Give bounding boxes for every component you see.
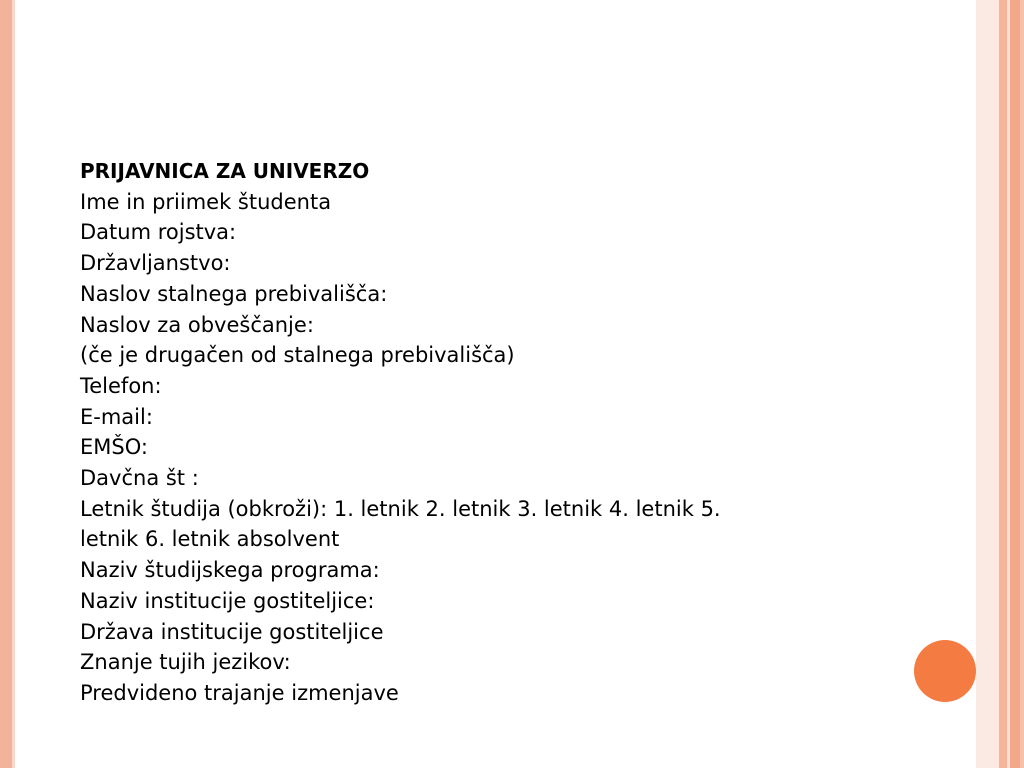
field-permanent-address: Naslov stalnega prebivališča:: [80, 281, 388, 306]
field-foreign-languages: Znanje tujih jezikov:: [80, 650, 291, 675]
field-notification-address: Naslov za obveščanje:: [80, 312, 314, 337]
form-title: PRIJAVNICA ZA UNIVERZO: [80, 159, 370, 183]
right-stripe: [999, 0, 1007, 768]
field-citizenship: Državljanstvo:: [80, 251, 231, 276]
right-stripe: [1020, 0, 1024, 768]
field-study-year-continued: letnik 6. letnik absolvent: [80, 527, 340, 552]
field-exchange-duration: Predvideno trajanje izmenjave: [80, 680, 399, 705]
field-emso: EMŠO:: [80, 435, 148, 460]
field-study-year: Letnik študija (obkroži): 1. letnik 2. letnik 3. letnik 4. letnik 5.: [80, 496, 721, 521]
field-birth-date: Datum rojstva:: [80, 220, 237, 245]
right-stripe: [976, 0, 993, 768]
orange-circle-icon: [914, 640, 976, 702]
field-host-country: Država institucije gostiteljice: [80, 619, 384, 644]
application-form-text: [80, 156, 800, 709]
right-stripe: [1010, 0, 1020, 768]
right-decorative-stripes: [976, 0, 1024, 768]
field-study-program: Naziv študijskega programa:: [80, 558, 380, 583]
field-email: E-mail:: [80, 404, 153, 429]
left-decorative-border-inner: [12, 0, 15, 768]
field-student-name: Ime in priimek študenta: [80, 189, 332, 214]
field-notification-address-note: (če je drugačen od stalnega prebivališča): [80, 343, 515, 368]
field-phone: Telefon:: [80, 373, 162, 398]
left-decorative-border: [0, 0, 12, 768]
field-host-institution: Naziv institucije gostiteljice:: [80, 588, 375, 613]
field-tax-number: Davčna št :: [80, 466, 199, 491]
